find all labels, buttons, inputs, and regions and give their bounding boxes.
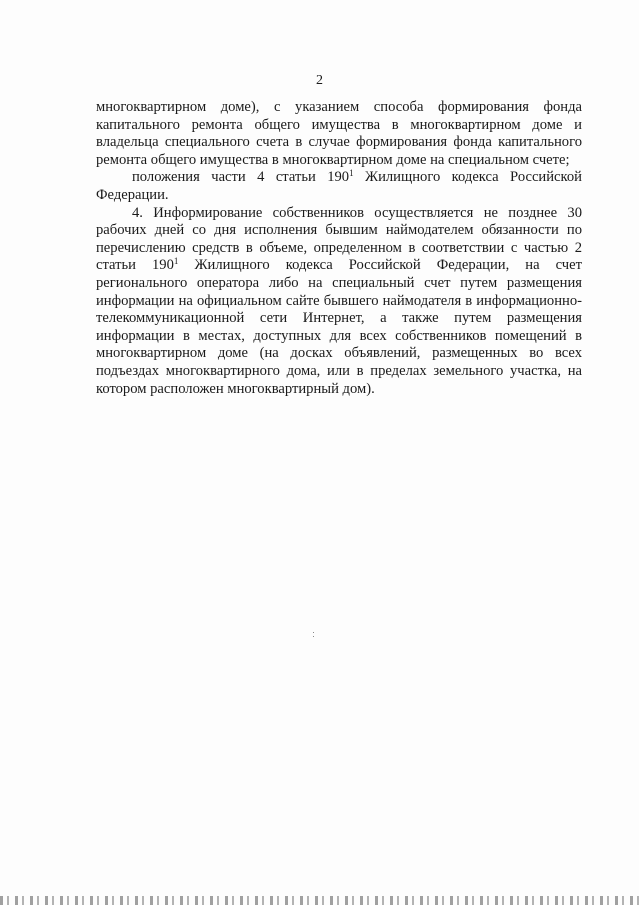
- page-number: 2: [316, 73, 323, 88]
- paragraph-text-after: Жилищного кодекса Российской Федерации.: [96, 169, 582, 203]
- document-body: [96, 99, 582, 398]
- scan-artifact: [312, 632, 316, 640]
- superscript: 1: [349, 168, 354, 179]
- superscript: 1: [173, 256, 179, 267]
- paragraph-provisions: [96, 169, 582, 204]
- paragraph-continuation: многоквартирном доме), с указанием способа формирования фонда капитального ремонта общего имущества в многоквартирном доме и владельца специального счета в случае формирования фонда капитального ремонта общего имущества в многоквартирном доме на специальном счете;: [96, 99, 582, 168]
- paragraph-item-4: [96, 205, 582, 399]
- paragraph-text-after: Жилищного кодекса Российской Федерации, на счет регионального оператора либо на специальный счет путем размещения информации на официальном сайте бывшего наймодателя в информационно-телекоммуникационной сети Интернет, а также путем размещения информации в местах, доступных для всех собственников помещений в многоквартирном доме (на досках объявлений, размещенных во всех подъездах многоквартирного дома, или в пределах земельного участка, на котором расположен многоквартирный дом).: [96, 257, 583, 397]
- paragraph-text-before: положения части 4 статьи 190: [132, 169, 350, 186]
- paragraph-text-before: 4. Информирование собственников осуществляется не позднее 30 рабочих дней со дня исполнения бывшим наймодателем обязанности по перечислению средств в объеме, определенном в соответствии с частью 2 статьи 190: [96, 204, 582, 274]
- scan-edge-artifact: [0, 896, 639, 905]
